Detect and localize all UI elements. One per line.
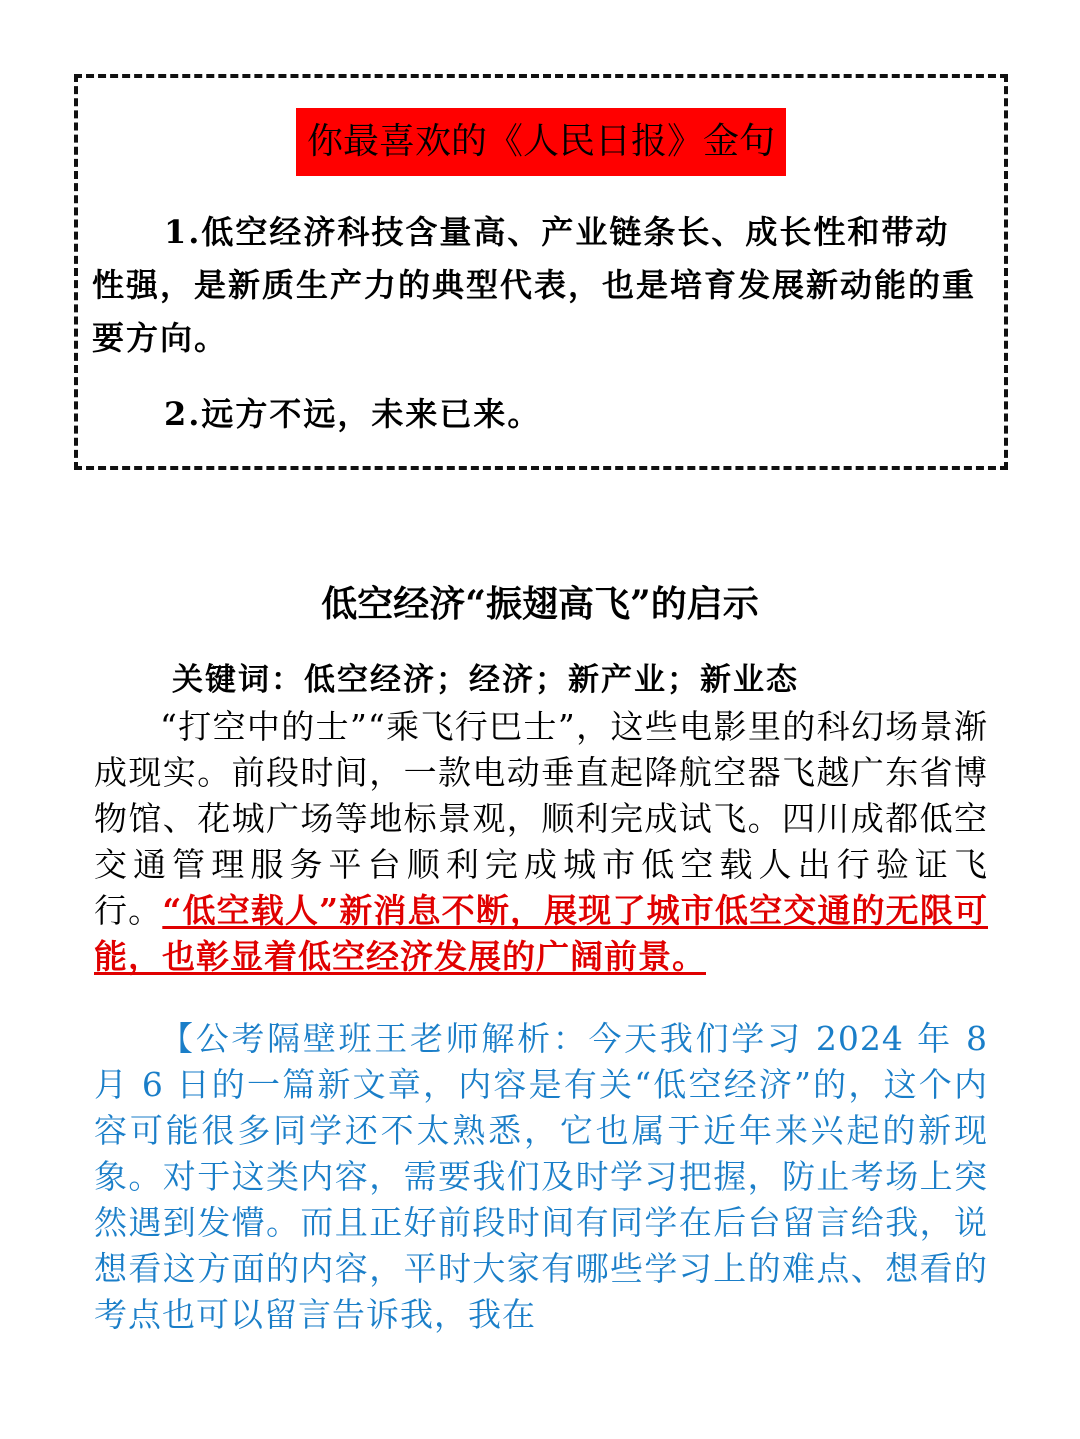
article-title: 低空经济“振翅高飞”的启示 [321,583,759,625]
analysis-paragraph: 【公考隔壁班王老师解析：今天我们学习 2024 年 8 月 6 日的一篇新文章，内容是有关“低空经济”的，这个内容可能很多同学还不太熟悉，它也属于近年来兴起的新现象。对于这类内容，需要我们及时学习把握，防止考场上突然遇到发懵。而且正好前段时间有同学在后台留言给我，说想看这方面的内容，平时大家有哪些学习上的难点、想看的考点也可以留言告诉我，我在 [94,1019,988,1334]
quote-item-2: 2.远方不远，未来已来。 [164,395,542,433]
article-paragraph-1 [94,704,988,980]
quote-item-1: 1.低空经济科技含量高、产业链条长、成长性和带动性强，是新质生产力的典型代表，也是培育发展新动能的重要方向。 [92,213,977,357]
quote-box-heading: 你最喜欢的《人民日报》金句 [296,108,786,176]
article-keywords: 关键词：低空经济；经济；新产业；新业态 [172,662,799,698]
paragraph-1-highlight: “低空载人”新消息不断，展现了城市低空交通的无限可能，也彰显着低空经济发展的广阔前景。 [94,891,988,976]
paragraph-1-text: “打空中的士”“乘飞行巴士”，这些电影里的科幻场景渐成现实。前段时间，一款电动垂直起降航空器飞越广东省博物馆、花城广场等地标景观，顺利完成试飞。四川成都低空交通管理服务平台顺利完成城市低空载人出行验证飞行。 [94,707,988,930]
